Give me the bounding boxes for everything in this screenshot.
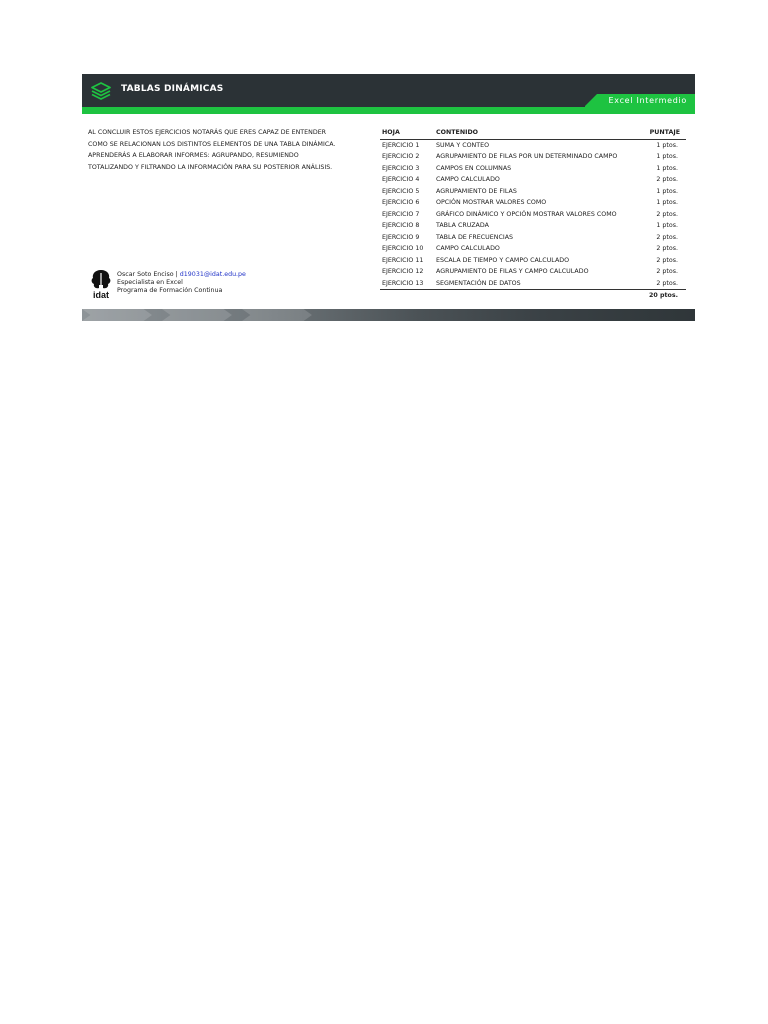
author-role: Especialista en Excel: [117, 279, 183, 286]
cell-puntaje: 1 ptos.: [656, 187, 678, 195]
cell-hoja: EJERCICIO 2: [382, 153, 420, 160]
idat-logo: [88, 268, 114, 300]
intro-line: COMO SE RELACIONAN LOS DISTINTOS ELEMENTOS DE UNA TABLA DINÁMICA.: [88, 140, 336, 148]
column-header-puntaje: PUNTAJE: [649, 129, 680, 136]
cell-puntaje: 1 ptos.: [656, 222, 678, 229]
total-puntaje: 20 ptos.: [649, 292, 678, 299]
table-row: [380, 278, 686, 291]
layers-icon: [90, 80, 112, 102]
cell-hoja: EJERCICIO 13: [382, 279, 424, 287]
exercises-table: [380, 127, 686, 302]
cell-puntaje: 2 ptos.: [656, 245, 678, 252]
cell-hoja: EJERCICIO 4: [382, 176, 420, 183]
table-row: [380, 232, 686, 244]
author-name: Oscar Soto Enciso: [117, 271, 174, 278]
table-row: [380, 197, 686, 209]
cell-contenido: OPCIÓN MOSTRAR VALORES COMO: [436, 199, 547, 206]
chevron-decoration: [82, 309, 152, 321]
cell-hoja: EJERCICIO 8: [382, 222, 420, 229]
cell-puntaje: 1 ptos.: [656, 141, 678, 149]
page-title: TABLAS DINÁMICAS: [121, 84, 224, 94]
author-info: [117, 271, 246, 295]
cell-hoja: EJERCICIO 5: [382, 187, 420, 195]
chevron-decoration: [242, 309, 312, 321]
cell-hoja: EJERCICIO 1: [382, 141, 420, 149]
cell-contenido: SUMA Y CONTEO: [436, 141, 490, 149]
intro-line: APRENDERÁS A ELABORAR INFORMES: AGRUPANDO, RESUMIENDO: [88, 152, 299, 159]
cell-hoja: EJERCICIO 3: [382, 164, 420, 172]
cell-puntaje: 2 ptos.: [656, 233, 678, 241]
table-row: [380, 151, 686, 163]
header-banner: [82, 74, 695, 114]
cell-contenido: SEGMENTACIÓN DE DATOS: [436, 279, 521, 287]
cell-hoja: EJERCICIO 7: [382, 210, 420, 218]
intro-line: TOTALIZANDO Y FILTRANDO LA INFORMACIÓN PARA SU POSTERIOR ANÁLISIS.: [88, 163, 333, 171]
cell-puntaje: 1 ptos.: [656, 199, 678, 206]
table-total-row: [380, 290, 686, 302]
cell-contenido: CAMPO CALCULADO: [436, 245, 500, 252]
cell-contenido: CAMPO CALCULADO: [436, 176, 500, 183]
cell-contenido: TABLA DE FRECUENCIAS: [436, 233, 514, 241]
intro-text: [88, 127, 358, 173]
cell-hoja: EJERCICIO 11: [382, 256, 424, 264]
cell-puntaje: 2 ptos.: [656, 268, 678, 275]
footer-band: [82, 309, 695, 321]
cell-contenido: AGRUPAMIENTO DE FILAS POR UN DETERMINADO CAMPO: [436, 153, 618, 160]
cell-puntaje: 2 ptos.: [656, 256, 678, 264]
author-email-link[interactable]: d19031@idat.edu.pe: [179, 271, 246, 278]
cell-contenido: CAMPOS EN COLUMNAS: [436, 164, 512, 172]
cell-hoja: EJERCICIO 12: [382, 268, 424, 275]
table-row: [380, 186, 686, 198]
intro-line: AL CONCLUIR ESTOS EJERCICIOS NOTARÁS QUE ERES CAPAZ DE ENTENDER: [88, 129, 327, 136]
cell-puntaje: 2 ptos.: [656, 176, 678, 183]
course-tab-label: Excel Intermedio: [608, 96, 687, 105]
column-header-hoja: HOJA: [382, 129, 400, 136]
cell-contenido: TABLA CRUZADA: [436, 222, 489, 229]
author-separator: |: [175, 271, 178, 278]
cell-hoja: EJERCICIO 10: [382, 245, 424, 252]
cell-puntaje: 2 ptos.: [656, 279, 678, 287]
cell-hoja: EJERCICIO 6: [382, 199, 420, 206]
cell-contenido: AGRUPAMIENTO DE FILAS: [436, 187, 517, 195]
cell-contenido: ESCALA DE TIEMPO Y CAMPO CALCULADO: [436, 256, 570, 264]
table-row: [380, 220, 686, 232]
table-row: [380, 174, 686, 186]
idat-logo-text: idat: [92, 290, 110, 300]
cell-puntaje: 1 ptos.: [656, 164, 678, 172]
table-header-row: [380, 127, 686, 140]
author-program: Programa de Formación Continua: [117, 287, 223, 294]
table-row: [380, 163, 686, 175]
cell-hoja: EJERCICIO 9: [382, 233, 420, 241]
table-row: [380, 266, 686, 278]
author-block: [88, 268, 348, 304]
cell-contenido: GRÁFICO DINÁMICO Y OPCIÓN MOSTRAR VALORES COMO: [436, 210, 617, 218]
table-row: [380, 255, 686, 267]
cell-contenido: AGRUPAMIENTO DE FILAS Y CAMPO CALCULADO: [436, 268, 589, 275]
cell-puntaje: 1 ptos.: [656, 153, 678, 160]
table-row: [380, 140, 686, 152]
table-row: [380, 243, 686, 255]
chevron-decoration: [162, 309, 232, 321]
column-header-contenido: CONTENIDO: [436, 129, 479, 136]
table-row: [380, 209, 686, 221]
cell-puntaje: 2 ptos.: [656, 210, 678, 218]
